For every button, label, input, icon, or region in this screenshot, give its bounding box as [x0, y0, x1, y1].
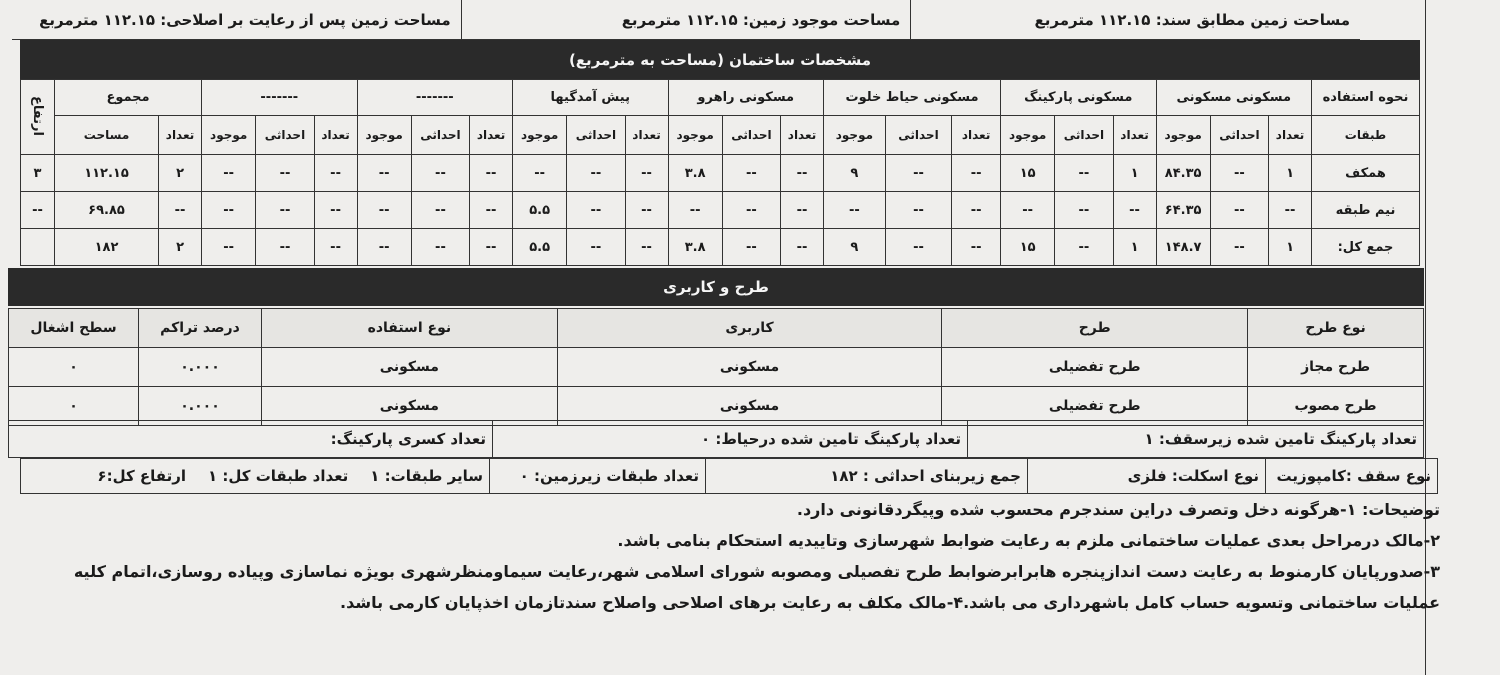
- total-area: ۱۱۲.۱۵: [55, 155, 159, 192]
- plan-header: طرح: [942, 309, 1248, 348]
- note-2: ۲-مالک درمراحل بعدی عملیات ساختمانی ملزم به رعایت ضوابط شهرسازی وتاییدیه استحکام بنامی باشد.: [617, 531, 1440, 550]
- floor-height: --: [21, 192, 55, 229]
- value-cell: --: [722, 155, 780, 192]
- value-cell: ۱: [1269, 229, 1312, 266]
- usage-type-header: نوع استفاده: [261, 309, 557, 348]
- sub-count: تعداد: [1113, 116, 1156, 155]
- skeleton-type: نوع اسکلت: فلزی: [1027, 459, 1265, 493]
- parking-row: [8, 420, 1424, 458]
- sub-existing: موجود: [1001, 116, 1055, 155]
- height-header: ارتفاع: [21, 80, 55, 155]
- value-cell: ۱: [1113, 155, 1156, 192]
- group-corridor: مسکونی راهرو: [668, 80, 823, 116]
- floors-header: طبقات: [1312, 116, 1420, 155]
- value-cell: ۵.۵: [513, 192, 567, 229]
- sub-built: احداثی: [885, 116, 951, 155]
- total-header: مجموع: [55, 80, 202, 116]
- floor-name: همکف: [1312, 155, 1420, 192]
- building-spec-table: [20, 79, 1420, 266]
- floor-summary: [21, 459, 489, 493]
- total-height: ارتفاع کل:۶: [97, 467, 186, 485]
- value-cell: --: [1001, 192, 1055, 229]
- value-cell: --: [202, 229, 256, 266]
- land-use: مسکونی: [557, 387, 942, 426]
- value-cell: --: [411, 155, 469, 192]
- usage-header: نحوه استفاده: [1312, 80, 1420, 116]
- land-use-header: کاربری: [557, 309, 942, 348]
- value-cell: --: [885, 192, 951, 229]
- parking-deficit: تعداد کسری پارکینگ:: [330, 430, 486, 448]
- note-4: عملیات ساختمانی وتسویه حساب کامل باشهرداری می باشد.۴-مالک مکلف به رعایت برهای اصلاحی واصلاح سندتازمان اخذپایان کارمی باشد.: [340, 593, 1440, 612]
- total-count-header: تعداد: [159, 116, 202, 155]
- value-cell: --: [1210, 155, 1268, 192]
- value-cell: ۱۵: [1001, 155, 1055, 192]
- density-header: درصد تراکم: [139, 309, 262, 348]
- sub-existing: موجود: [668, 116, 722, 155]
- value-cell: --: [885, 229, 951, 266]
- sub-count: تعداد: [470, 116, 513, 155]
- value-cell: --: [625, 192, 668, 229]
- value-cell: --: [567, 229, 625, 266]
- density: ۰.۰۰۰: [139, 387, 262, 426]
- sub-count: تعداد: [314, 116, 357, 155]
- basement-floors: تعداد طبقات زیرزمین: ۰: [489, 459, 705, 493]
- value-cell: ۳.۸: [668, 229, 722, 266]
- value-cell: --: [470, 192, 513, 229]
- value-cell: ۵.۵: [513, 229, 567, 266]
- plan-row: [9, 348, 1424, 387]
- notes: [20, 494, 1440, 618]
- sub-existing: موجود: [824, 116, 886, 155]
- sub-header-row: [21, 116, 1420, 155]
- sub-built: احداثی: [722, 116, 780, 155]
- value-cell: --: [625, 229, 668, 266]
- value-cell: --: [781, 192, 824, 229]
- coverage: ۰: [9, 348, 139, 387]
- value-cell: --: [1210, 229, 1268, 266]
- value-cell: ۳.۸: [668, 155, 722, 192]
- note-3: ۳-صدورپایان کارمنوط به رعایت دست اندازپنجره هابرابرضوابط طرح تفصیلی ومصوبه شورای اسلامی شهر،رعایت سیماومنظرشهری بویژه نماسازی وپیاده روسازی،اتمام کلیه: [73, 562, 1440, 581]
- group-blank-1: -------: [357, 80, 512, 116]
- plan-rows: [9, 348, 1424, 426]
- existing-area: مساحت موجود زمین: ۱۱۲.۱۵ مترمربع: [461, 0, 911, 39]
- value-cell: --: [314, 192, 357, 229]
- value-cell: --: [1055, 155, 1113, 192]
- sub-count: تعداد: [952, 116, 1001, 155]
- corrected-area: مساحت زمین پس از رعایت بر اصلاحی: ۱۱۲.۱۵ مترمربع: [39, 10, 451, 29]
- sub-built: احداثی: [1210, 116, 1268, 155]
- total-count: ۲: [159, 229, 202, 266]
- value-cell: --: [202, 155, 256, 192]
- value-cell: ۹: [824, 229, 886, 266]
- value-cell: --: [722, 192, 780, 229]
- value-cell: --: [314, 155, 357, 192]
- value-cell: ۱۴۸.۷: [1156, 229, 1210, 266]
- total-area: ۱۸۲: [55, 229, 159, 266]
- roof-type: نوع سقف :کامپوزیت: [1265, 459, 1437, 493]
- value-cell: --: [781, 229, 824, 266]
- value-cell: --: [625, 155, 668, 192]
- total-area-header: مساحت: [55, 116, 159, 155]
- sub-built: احداثی: [1055, 116, 1113, 155]
- group-projections: پیش آمدگیها: [513, 80, 668, 116]
- plan-type: طرح مصوب: [1248, 387, 1424, 426]
- plan-name: طرح تفضیلی: [942, 348, 1248, 387]
- floor-name: جمع کل:: [1312, 229, 1420, 266]
- parking-yard: تعداد پارکینگ تامین شده درحیاط: ۰: [492, 421, 967, 457]
- building-row: [21, 155, 1420, 192]
- value-cell: --: [357, 155, 411, 192]
- value-cell: --: [1055, 192, 1113, 229]
- usage-type: مسکونی: [261, 348, 557, 387]
- value-cell: --: [885, 155, 951, 192]
- total-floors: تعداد طبقات کل: ۱: [208, 467, 349, 485]
- value-cell: --: [952, 192, 1001, 229]
- plan-type-header: نوع طرح: [1248, 309, 1424, 348]
- value-cell: --: [411, 192, 469, 229]
- sub-existing: موجود: [357, 116, 411, 155]
- total-count: --: [159, 192, 202, 229]
- plan-type: طرح مجاز: [1248, 348, 1424, 387]
- plan-usage-table: [8, 308, 1424, 426]
- plan-name: طرح تفضیلی: [942, 387, 1248, 426]
- sub-existing: موجود: [513, 116, 567, 155]
- building-row: [21, 192, 1420, 229]
- coverage: ۰: [9, 387, 139, 426]
- value-cell: --: [781, 155, 824, 192]
- value-cell: --: [357, 192, 411, 229]
- group-residential: مسکونی مسکونی: [1156, 80, 1311, 116]
- value-cell: ۶۴.۳۵: [1156, 192, 1210, 229]
- sub-count: تعداد: [781, 116, 824, 155]
- value-cell: --: [567, 155, 625, 192]
- plan-header-row: [9, 309, 1424, 348]
- value-cell: ۱۵: [1001, 229, 1055, 266]
- value-cell: --: [567, 192, 625, 229]
- building-row: [21, 229, 1420, 266]
- sub-count: تعداد: [625, 116, 668, 155]
- value-cell: --: [314, 229, 357, 266]
- floor-height: [21, 229, 55, 266]
- value-cell: --: [256, 229, 314, 266]
- total-count: ۲: [159, 155, 202, 192]
- value-cell: --: [1113, 192, 1156, 229]
- value-cell: ۱: [1113, 229, 1156, 266]
- density: ۰.۰۰۰: [139, 348, 262, 387]
- value-cell: --: [202, 192, 256, 229]
- value-cell: ۸۴.۳۵: [1156, 155, 1210, 192]
- value-cell: --: [1269, 192, 1312, 229]
- value-cell: --: [470, 155, 513, 192]
- other-floors: سایر طبقات: ۱: [370, 467, 483, 485]
- value-cell: --: [952, 155, 1001, 192]
- floor-name: نیم طبقه: [1312, 192, 1420, 229]
- floor-height: ۳: [21, 155, 55, 192]
- value-cell: --: [1055, 229, 1113, 266]
- structure-row: [20, 458, 1438, 494]
- value-cell: ۱: [1269, 155, 1312, 192]
- building-rows: [21, 155, 1420, 266]
- sub-built: احداثی: [256, 116, 314, 155]
- building-spec-title: مشخصات ساختمان (مساحت به مترمربع): [20, 40, 1420, 79]
- group-yard: مسکونی حیاط خلوت: [824, 80, 1001, 116]
- value-cell: --: [470, 229, 513, 266]
- group-parking: مسکونی پارکینگ: [1001, 80, 1156, 116]
- value-cell: --: [256, 192, 314, 229]
- total-built-area: جمع زیربنای احداثی : ۱۸۲: [705, 459, 1027, 493]
- value-cell: --: [256, 155, 314, 192]
- total-area: ۶۹.۸۵: [55, 192, 159, 229]
- plan-usage-title: طرح و کاربری: [8, 268, 1424, 306]
- sub-built: احداثی: [567, 116, 625, 155]
- sub-built: احداثی: [411, 116, 469, 155]
- parking-basement: تعداد پارکینگ تامین شده زیرسقف: ۱: [967, 421, 1423, 457]
- land-use: مسکونی: [557, 348, 942, 387]
- value-cell: --: [513, 155, 567, 192]
- value-cell: --: [668, 192, 722, 229]
- sub-existing: موجود: [202, 116, 256, 155]
- value-cell: --: [411, 229, 469, 266]
- deed-area: مساحت زمین مطابق سند: ۱۱۲.۱۵ مترمربع: [910, 0, 1360, 39]
- note-1: توضیحات: ۱-هرگونه دخل وتصرف دراین سندجرم محسوب شده وپیگردقانونی دارد.: [796, 500, 1440, 519]
- sub-count: تعداد: [1269, 116, 1312, 155]
- value-cell: --: [357, 229, 411, 266]
- land-area-row: [12, 0, 1360, 40]
- value-cell: --: [952, 229, 1001, 266]
- value-cell: --: [1210, 192, 1268, 229]
- coverage-header: سطح اشغال: [9, 309, 139, 348]
- value-cell: --: [722, 229, 780, 266]
- value-cell: --: [824, 192, 886, 229]
- value-cell: ۹: [824, 155, 886, 192]
- group-blank-2: -------: [202, 80, 357, 116]
- sub-existing: موجود: [1156, 116, 1210, 155]
- usage-type: مسکونی: [261, 387, 557, 426]
- group-header-row: [21, 80, 1420, 116]
